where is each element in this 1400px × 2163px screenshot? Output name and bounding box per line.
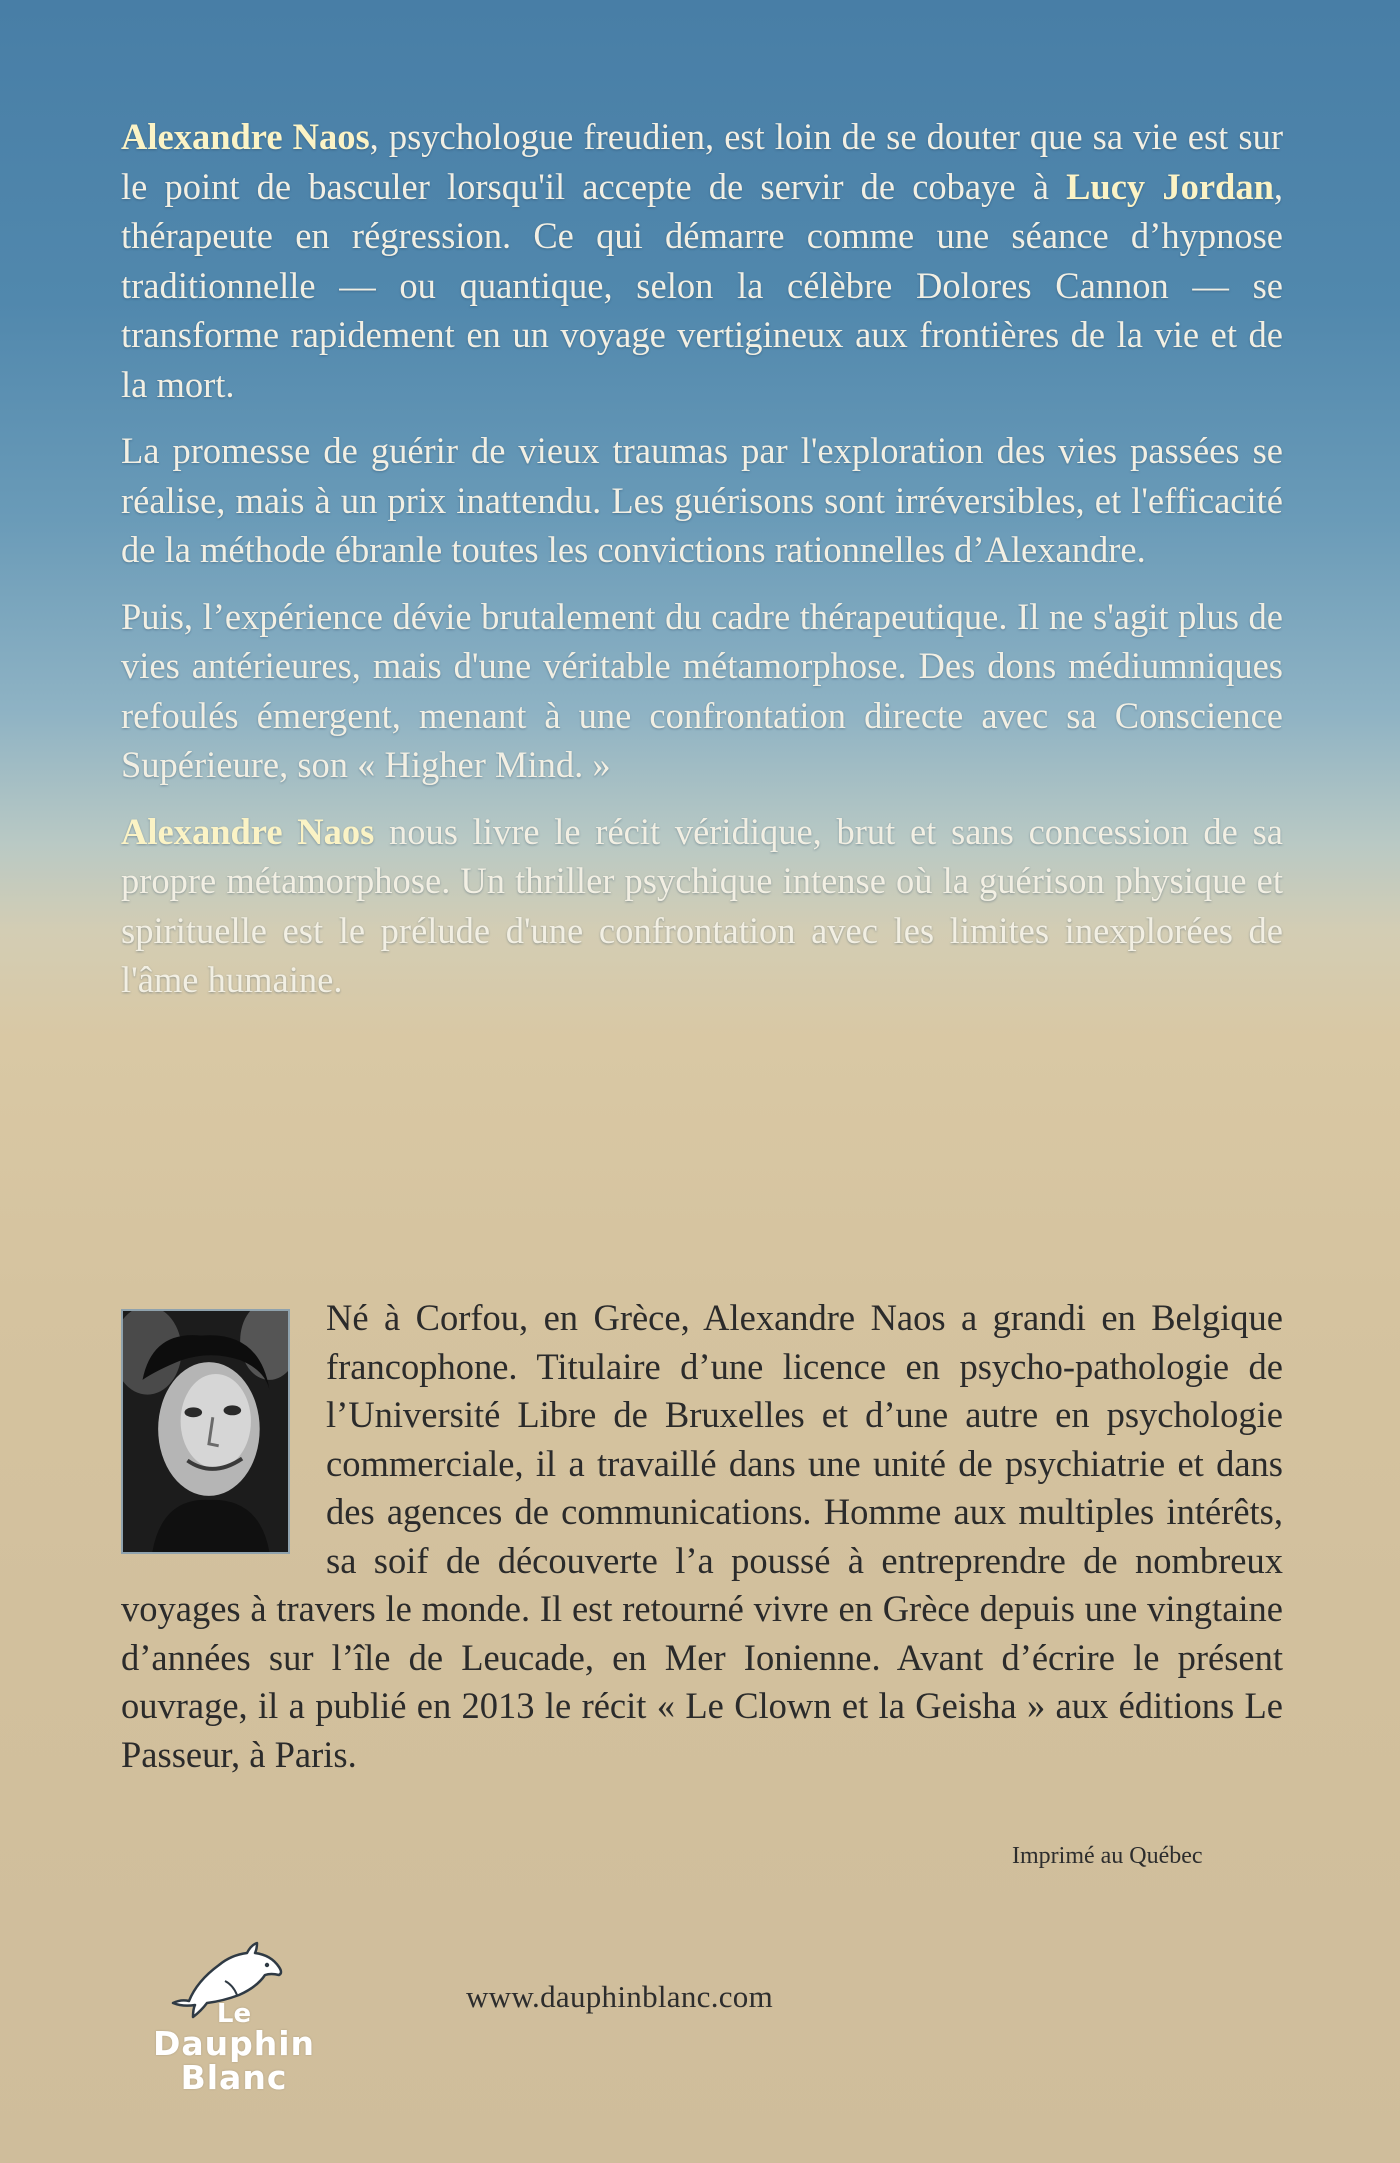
- author-name-highlight: Alexandre Naos: [121, 116, 370, 157]
- printed-in-quebec: Imprimé au Québec: [1012, 1843, 1203, 1869]
- author-biography: [121, 1294, 1283, 1779]
- synopsis-paragraph-3: Puis, l’expérience dévie brutalement du cadre thérapeutique. Il ne s'agit plus de vies antérieures, mais d'une véritable métamorphose. Des dons médiumniques refoulés émergent, menant à une confrontation directe avec sa Conscience Supérieure, son « Higher Mind. »: [121, 595, 1283, 785]
- synopsis-text: nous livre le récit véridique, brut et sans concession de sa propre métamorphose. Un thriller psychique intense où la guérison physique et spirituelle est le prélude d'une confrontation avec les limites inexplorées de l'âme humaine.: [121, 810, 1283, 1000]
- author-name-highlight: Alexandre Naos: [121, 810, 375, 852]
- publisher-name-line-3: Blanc: [180, 2058, 288, 2097]
- synopsis-paragraph-1: [121, 112, 1283, 409]
- publisher-name-line-2: Dauphin: [152, 2024, 316, 2063]
- publisher-name-line-1: Le: [216, 1999, 252, 2029]
- synopsis: [121, 112, 1283, 1022]
- character-name-highlight: Lucy Jordan: [1066, 165, 1274, 207]
- publisher-website: www.dauphinblanc.com: [466, 1979, 774, 2014]
- publisher-name: [119, 2001, 349, 2095]
- synopsis-text: , thérapeute en régression. Ce qui démarre comme une séance d’hypnose traditionnelle — ou quantique, selon la célèbre Dolores Cannon — se transforme rapidement en un voyage vertigineux aux frontières de la vie et de la mort.: [121, 165, 1283, 405]
- publisher-logo: [119, 1941, 349, 2109]
- synopsis-paragraph-4: [121, 807, 1283, 1005]
- author-portrait-drawing: [123, 1311, 288, 1552]
- synopsis-paragraph-2: La promesse de guérir de vieux traumas par l'exploration des vies passées se réalise, mais à un prix inattendu. Les guérisons sont irréversibles, et l'efficacité de la méthode ébranle toutes les convictions rationnelles d’Alexandre.: [121, 430, 1283, 570]
- author-biography-text: Né à Corfou, en Grèce, Alexandre Naos a grandi en Belgique francophone. Titulaire d’une licence en psycho-pathologie de l’Université Libre de Bruxelles et d’une autre en psychologie commerciale, il a travaillé dans une unité de psychiatrie et dans des agences de communications. Homme aux multiples intérêts, sa soif de découverte l’a poussé à entreprendre de nombreux voyages à travers le monde. Il est retourné vivre en Grèce depuis une vingtaine d’années sur l’île de Leucade, en Mer Ionienne. Avant d’écrire le présent ouvrage, il a publié en 2013 le récit « Le Clown et la Geisha » aux éditions Le Passeur, à Paris.: [121, 1297, 1283, 1775]
- author-portrait: [121, 1309, 290, 1554]
- synopsis-text: , psychologue freudien, est loin de se douter que sa vie est sur le point de basculer lorsqu'il accepte de servir de cobaye à: [121, 116, 1283, 207]
